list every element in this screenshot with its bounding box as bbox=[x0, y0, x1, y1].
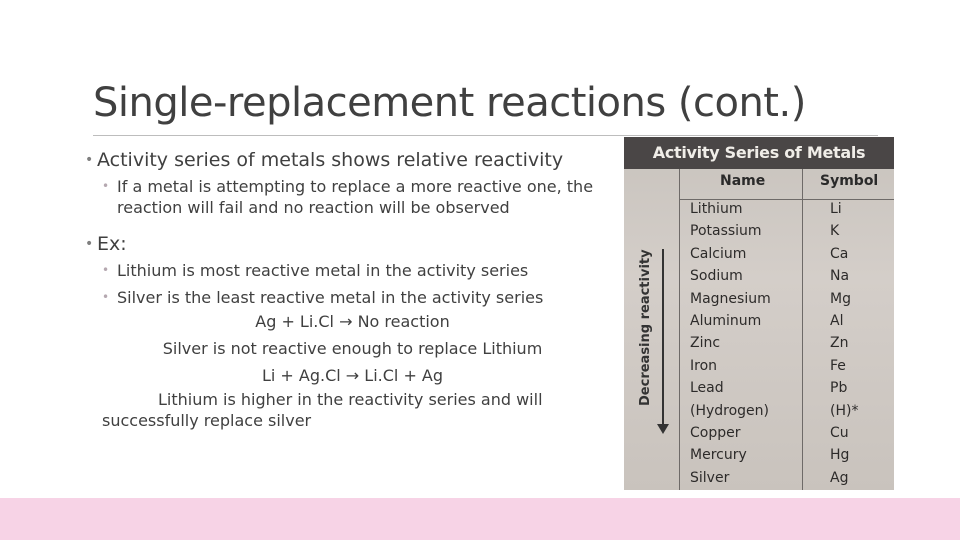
bullet-dot-icon: • bbox=[102, 263, 110, 277]
slide-title: Single-replacement reactions (cont.) bbox=[93, 80, 806, 126]
metal-name: Lithium bbox=[690, 201, 743, 217]
metal-symbol: Cu bbox=[830, 425, 849, 441]
metal-symbol: Zn bbox=[830, 335, 849, 352]
metal-name: Magnesium bbox=[690, 290, 771, 307]
note-1: Silver is not reactive enough to replace Lithium bbox=[162, 339, 543, 358]
metal-name: Sodium bbox=[690, 268, 743, 285]
equation-2: Li + Ag.Cl → Li.Cl + Ag bbox=[261, 366, 444, 385]
bullet-dot-icon: • bbox=[102, 290, 110, 304]
metal-name: (Hydrogen) bbox=[690, 402, 770, 419]
note-2b: successfully replace silver bbox=[102, 411, 312, 430]
metal-name: Aluminum bbox=[690, 313, 762, 329]
activity-series-image bbox=[624, 137, 894, 490]
table-mid-rule bbox=[802, 169, 803, 490]
slide-body bbox=[85, 148, 620, 431]
note-2 bbox=[85, 389, 620, 431]
footer-bar bbox=[0, 498, 960, 540]
metal-name: Mercury bbox=[690, 447, 747, 464]
bullet-dot-icon: • bbox=[102, 179, 110, 193]
metal-symbol: (H)* bbox=[830, 402, 859, 419]
metal-name: Copper bbox=[690, 425, 741, 441]
metal-name: Calcium bbox=[690, 245, 747, 262]
bullet-activity-series bbox=[85, 148, 620, 172]
metal-name: Zinc bbox=[690, 335, 721, 352]
arrow-down-icon bbox=[657, 424, 669, 434]
metal-symbol: Na bbox=[830, 268, 850, 285]
activity-table-title: Activity Series of Metals bbox=[624, 137, 894, 169]
metal-symbol: Ca bbox=[830, 245, 849, 262]
spacer bbox=[85, 218, 620, 232]
metal-symbol: Al bbox=[830, 313, 844, 329]
metal-name: Potassium bbox=[690, 223, 762, 240]
table-left-rule bbox=[679, 169, 680, 490]
bullet-example bbox=[85, 232, 620, 256]
metal-name: Silver bbox=[690, 469, 730, 486]
sub-bullet-replace-rule bbox=[85, 176, 620, 218]
sub-bullet-lithium bbox=[85, 260, 620, 281]
title-divider bbox=[93, 135, 878, 136]
metal-name: Iron bbox=[690, 357, 718, 374]
table-header-rule bbox=[679, 199, 894, 200]
metal-symbol: Li bbox=[830, 201, 842, 217]
sub-bullet-silver bbox=[85, 287, 620, 308]
col-header-name: Name bbox=[720, 173, 766, 189]
equation-1: Ag + Li.Cl → No reaction bbox=[255, 312, 450, 331]
metal-name: Lead bbox=[690, 380, 724, 397]
axis-label: Decreasing reactivity bbox=[638, 249, 653, 406]
metal-symbol: Hg bbox=[830, 447, 850, 464]
sub-bullet-text: Lithium is most reactive metal in the activity series bbox=[117, 261, 529, 280]
reactivity-arrow-line bbox=[662, 249, 664, 429]
bullet-text: Ex: bbox=[97, 233, 127, 255]
metal-symbol: Fe bbox=[830, 357, 846, 374]
sub-bullet-text: Silver is the least reactive metal in the activity series bbox=[117, 288, 544, 307]
bullet-text: Activity series of metals shows relative reactivity bbox=[97, 149, 564, 171]
metal-symbol: Pb bbox=[830, 380, 848, 397]
note-2a: Lithium is higher in the reactivity series and will bbox=[158, 390, 543, 409]
sub-bullet-text: If a metal is attempting to replace a more reactive one, the reaction will fail and no reaction will be observed bbox=[117, 177, 594, 217]
metal-symbol: Ag bbox=[830, 469, 849, 486]
metal-symbol: Mg bbox=[830, 290, 851, 307]
axis-label-wrap bbox=[638, 249, 653, 407]
metal-symbol: K bbox=[830, 223, 840, 240]
col-header-symbol: Symbol bbox=[820, 173, 879, 189]
